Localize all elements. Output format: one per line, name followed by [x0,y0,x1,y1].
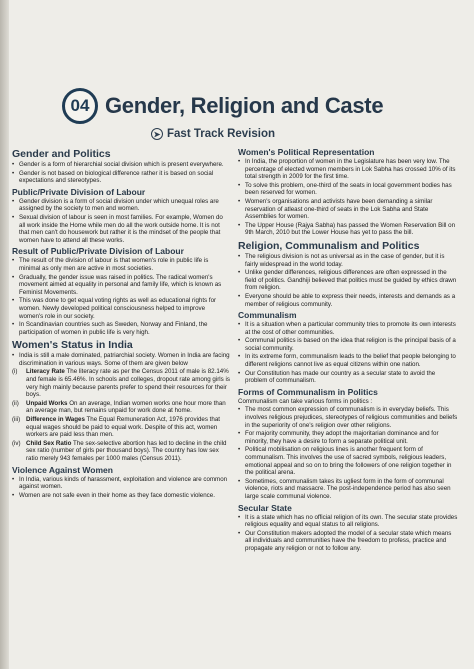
list-item: • In India, the proportion of women in the Legislature has been very low. The percentage of elected women members in Lok Sabha has crossed 10% of its total strength in 2009 for the first time. [238,158,458,181]
fast-track-label: Fast Track Revision [167,128,276,140]
list-item: • Our Constitution makers adopted the model of a secular state which means all individuals and communities have the freedom to profess, practice and propagate any religion or not to follow any. [238,530,458,553]
fast-track-heading [151,128,275,140]
section-heading: Religion, Communalism and Politics [238,239,420,252]
list-item: • In Scandinavian countries such as Sweden, Norway and Finland, the participation of women in public life is very high. [12,321,230,336]
section-heading: Result of Public/Private Division of Labour [12,246,184,257]
list-item: • India is still a male dominated, patriarchial society. Women in India are facing discrimination in various ways. Some of them are given below [12,352,230,367]
chapter-header [62,88,383,124]
left-column [12,145,230,500]
list-item: • Political mobilisation on religious lines is another frequent form of communalism. This involves the use of sacred symbols, religious leaders, emotional appeal and so on to bring the followers of one religion together in the political arena. [238,446,458,476]
list-item: • Women are not safe even in their home as they face domestic violence. [12,492,230,500]
list-item: • Our Constitution has made our country as a secular state to avoid the problem of communalism. [238,370,458,385]
section-heading: Women's Political Representation [238,147,375,157]
list-item: • The most common expression of communalism is in everyday beliefs. This involves religious prejudices, stereotypes of religious communities and beliefs in the superiority of one's religion over other religions. [238,406,458,429]
list-item: • Everyone should be able to express their needs, interests and demands as a member of religious community. [238,293,458,308]
list-item: • It is a situation when a particular community tries to promote its own interests at the cost of other communities. [238,321,458,336]
list-item: • Sometimes, communalism takes its ugliest form in the form of communal violence, riots and massacre. The post-independence period has also seen large scale communal violence. [238,478,458,501]
list-item: • Unlike gender differences, religious differences are often expressed in the field of politics. Gandhiji believed that politics must be guided by ethics drawn from religion. [238,269,458,292]
list-item: • Women's organisations and activists have been demanding a similar reservation of atleast one-third of seats in the Lok Sabha and State Assemblies for women. [238,198,458,221]
sub-list-item: (i) Literacy Rate The literacy rate as per the Census 2011 of male is 82.14% and female is 65.46%. In schools and colleges, dropout rate among girls is very high mainly because parents prefer to spend their resources for their boys. [12,368,230,399]
list-item: • Gradually, the gender issue was raised in politics. The radical women's movement aimed at equality in personal and family life, which is known as Feminist Movements. [12,274,230,297]
section-heading: Women's Status in India [12,339,133,352]
section-heading: Gender and Politics [12,148,111,160]
list-item: • Gender is a form of hierarchial social division which is present everywhere. [12,161,230,169]
section-heading: Communalism [238,310,297,321]
list-item: • It is a state which has no official religion of its own. The secular state provides religious equality and equal status to all religions. [238,514,458,529]
sub-list-item: (iii) Difference in Wages The Equal Remuneration Act, 1976 provides that equal wages should be paid to equal work. Despite of this act, women workers are paid less than men. [12,416,220,439]
arrow-right-icon: ➤ [151,128,163,140]
chapter-title: Gender, Religion and Caste [105,93,384,118]
list-item: • Gender is not based on biological difference rather it is based on social expectations and stereotypes. [12,170,230,185]
list-item: • To solve this problem, one-third of the seats in local government bodies has been reserved for women. [238,182,458,197]
list-item: • The religious division is not as universal as in the case of gender, but it is fairly widespread in the world today. [238,253,458,268]
list-item: • Gender division is a form of social division under which unequal roles are assigned by the society to men and women. [12,198,230,213]
section-heading: Violence Against Women [12,464,113,475]
paragraph: Communalism can take various forms in politics : [238,397,373,405]
section-heading: Forms of Communalism in Politics [238,386,378,397]
list-item: • Communal politics is based on the idea that religion is the principal basis of a social community. [238,337,458,352]
sub-list-item: (ii) Unpaid Works On an average, Indian women works one hour more than an average man, but remains unpaid for work done at home. [12,399,226,415]
list-item: • For majority community, they adopt the majoritarian dominance and for minority, they have a desire to form a separate political unit. [238,430,458,445]
list-item: • The Upper House (Rajya Sabha) has passed the Women Reservation Bill on 9th March, 2010 but the Lower House has yet to pass the bill. [238,222,458,237]
list-item: • In its extreme form, communalism leads to the belief that people belonging to different religions cannot live as equal citizens within one nation. [238,353,458,368]
page-binding-shadow [0,0,9,669]
chapter-number-badge: 04 [62,88,98,124]
list-item: • In India, various kinds of harassment, exploitation and violence are common against women. [12,476,230,491]
section-heading: Public/Private Division of Labour [12,186,146,197]
section-heading: Secular State [238,502,292,513]
list-item: • Sexual division of labour is seen in most families. For example, Women do all work inside the Home while men do all the work outside home. It is not that men can't do housework but rather it is the mindset of the people that women have to attend all these works. [12,214,230,244]
right-column [238,145,458,554]
sub-list-item: (iv) Child Sex Ratio The sex-selective abortion has led to decline in the child sex ratio (number of girls per thousand boys). The country has low sex ratio merely 943 females per 1000 males (Census 2011). [12,439,227,462]
list-item: • The result of the division of labour is that women's role in public life is minimal as only men are active in most societies. [12,257,230,272]
list-item: • This was done to get equal voting rights as well as educational rights for women. Newly developed political consciousness helped to improve women's role in our society. [12,297,230,320]
